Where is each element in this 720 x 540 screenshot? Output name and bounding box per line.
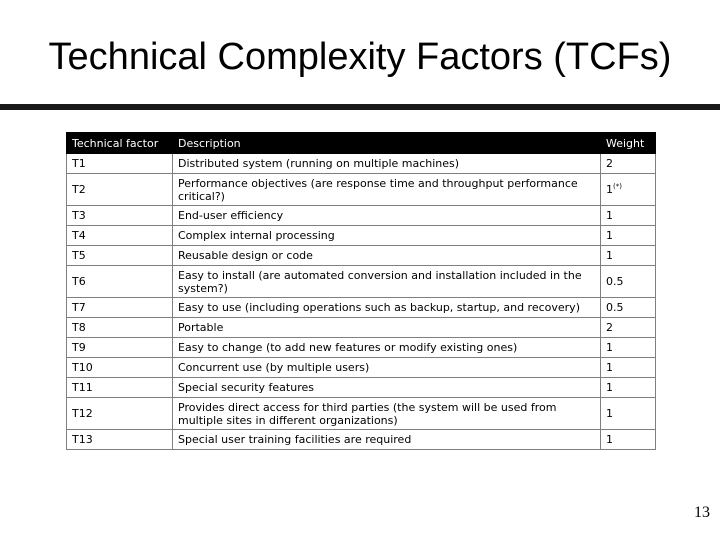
slide-title: Technical Complexity Factors (TCFs) bbox=[48, 36, 672, 78]
weight-cell: 0.5 bbox=[601, 298, 656, 318]
table-row bbox=[67, 226, 656, 246]
weight-value: 1 bbox=[606, 183, 613, 196]
weight-footnote-mark: (*) bbox=[613, 182, 622, 191]
weight-cell: 1 bbox=[601, 246, 656, 266]
description-cell: Easy to change (to add new features or modify existing ones) bbox=[173, 338, 601, 358]
factor-cell: T4 bbox=[67, 226, 173, 246]
weight-cell: 1 bbox=[601, 206, 656, 226]
table-row bbox=[67, 430, 656, 450]
factor-cell: T6 bbox=[67, 266, 173, 298]
weight-cell: 1 bbox=[601, 378, 656, 398]
description-cell: Easy to install (are automated conversion and installation included in the system?) bbox=[173, 266, 601, 298]
weight-cell: 2 bbox=[601, 318, 656, 338]
table-row bbox=[67, 174, 656, 206]
header-description: Description bbox=[173, 133, 601, 154]
table-row bbox=[67, 378, 656, 398]
description-cell: End-user efficiency bbox=[173, 206, 601, 226]
description-cell: Special security features bbox=[173, 378, 601, 398]
weight-cell: 1 bbox=[601, 398, 656, 430]
description-cell: Easy to use (including operations such as backup, startup, and recovery) bbox=[173, 298, 601, 318]
table-row bbox=[67, 206, 656, 226]
weight-cell: 1 bbox=[601, 338, 656, 358]
weight-cell: 2 bbox=[601, 154, 656, 174]
header-technical-factor: Technical factor bbox=[67, 133, 173, 154]
description-cell: Complex internal processing bbox=[173, 226, 601, 246]
factor-cell: T13 bbox=[67, 430, 173, 450]
description-cell: Concurrent use (by multiple users) bbox=[173, 358, 601, 378]
factor-cell: T11 bbox=[67, 378, 173, 398]
weight-cell: 0.5 bbox=[601, 266, 656, 298]
factor-cell: T12 bbox=[67, 398, 173, 430]
description-cell: Special user training facilities are required bbox=[173, 430, 601, 450]
table-header-row bbox=[67, 133, 656, 154]
table-row bbox=[67, 338, 656, 358]
table-row bbox=[67, 318, 656, 338]
table-row bbox=[67, 398, 656, 430]
header-weight: Weight bbox=[601, 133, 656, 154]
description-cell: Reusable design or code bbox=[173, 246, 601, 266]
factor-cell: T2 bbox=[67, 174, 173, 206]
description-cell: Portable bbox=[173, 318, 601, 338]
factor-cell: T5 bbox=[67, 246, 173, 266]
weight-cell bbox=[601, 174, 656, 206]
weight-cell: 1 bbox=[601, 226, 656, 246]
table-row bbox=[67, 298, 656, 318]
description-cell: Performance objectives (are response time and throughput performance critical?) bbox=[173, 174, 601, 206]
factor-cell: T8 bbox=[67, 318, 173, 338]
factor-cell: T7 bbox=[67, 298, 173, 318]
table-row bbox=[67, 246, 656, 266]
factor-cell: T10 bbox=[67, 358, 173, 378]
page-number: 13 bbox=[694, 504, 710, 521]
tcf-table bbox=[66, 132, 656, 450]
description-cell: Provides direct access for third parties (the system will be used from multiple sites in different organizations) bbox=[173, 398, 601, 430]
factor-cell: T9 bbox=[67, 338, 173, 358]
weight-cell: 1 bbox=[601, 430, 656, 450]
table-row bbox=[67, 266, 656, 298]
table-row bbox=[67, 358, 656, 378]
factor-cell: T3 bbox=[67, 206, 173, 226]
factor-cell: T1 bbox=[67, 154, 173, 174]
table-row bbox=[67, 154, 656, 174]
title-divider bbox=[0, 104, 720, 110]
weight-cell: 1 bbox=[601, 358, 656, 378]
description-cell: Distributed system (running on multiple machines) bbox=[173, 154, 601, 174]
